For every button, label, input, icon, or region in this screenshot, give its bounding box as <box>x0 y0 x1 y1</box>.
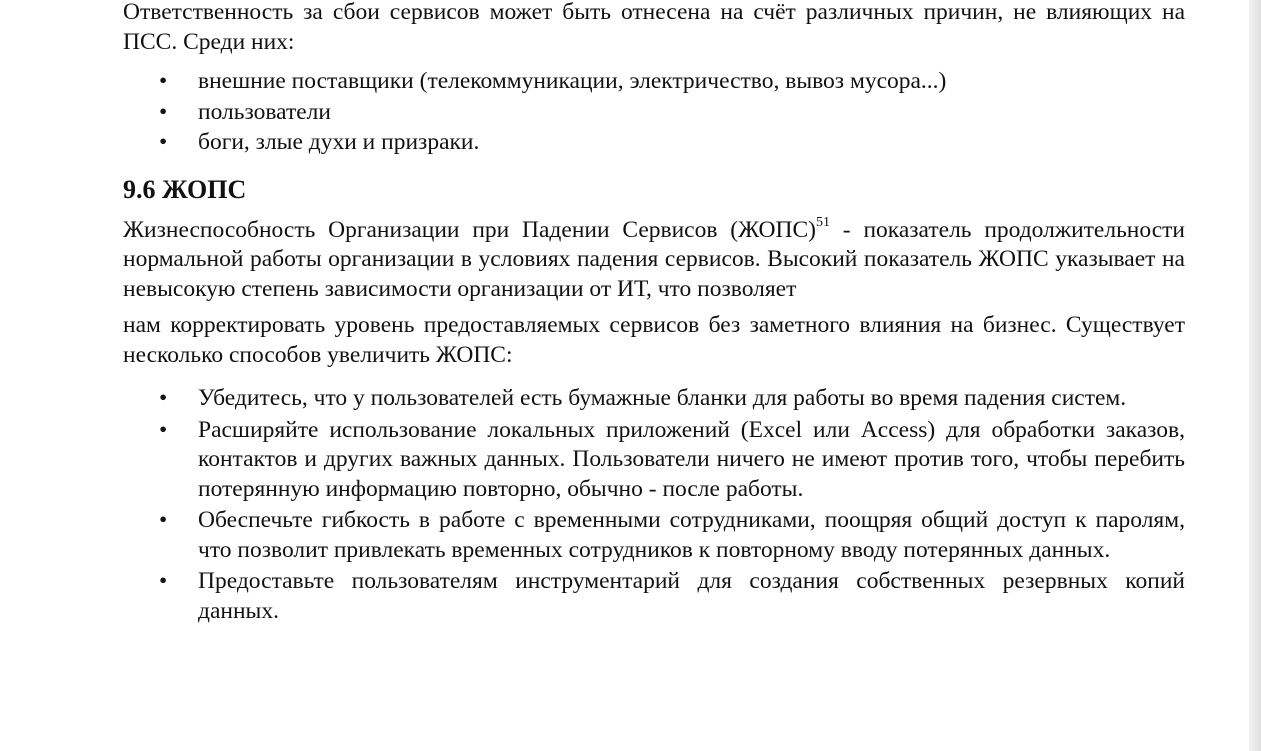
list-item-text: боги, злые духи и призраки. <box>198 129 480 155</box>
list-item-text: Убедитесь, что у пользователей есть бумажные бланки для работы во время падения систем. <box>198 385 1127 411</box>
list-item-text: Расширяйте использование локальных приложений (Excel или Access) для обработки заказов, контактов и других важных данных. Пользователи ничего не имеют против того, чтобы перебить потерянную информацию повторно, обычно - после работы. <box>198 416 1185 502</box>
bullet-icon: • <box>159 568 168 594</box>
footnote-reference[interactable]: 51 <box>816 214 830 230</box>
bullet-icon: • <box>159 98 168 125</box>
methods-bullet-list <box>123 384 1185 626</box>
continued-paragraph: нам корректировать уровень предоставляемых сервисов без заметного влияния на бизнес. Существует несколько способов увеличить ЖОПС: <box>123 312 1185 368</box>
list-item-text: внешние поставщики (телекоммуникации, электричество, вывоз мусора...) <box>198 68 947 94</box>
bullet-icon: • <box>159 385 168 411</box>
zhops-paragraph-end: - показатель продолжительности нормальной работы организации в условиях падения сервисов. Высокий показатель ЖОПС указывает на невысокую степень зависимости организации от ИТ, что позволяет <box>123 216 1185 302</box>
list-item <box>123 416 1185 505</box>
bullet-icon: • <box>159 416 168 443</box>
intro-bullet-list <box>123 67 1185 158</box>
list-item <box>123 384 1185 414</box>
bullet-icon: • <box>159 68 168 94</box>
bullet-icon: • <box>159 507 168 533</box>
list-item <box>123 98 1185 128</box>
list-item <box>123 506 1185 565</box>
list-item-text: пользователи <box>198 98 331 125</box>
bullet-icon: • <box>159 129 168 155</box>
page-edge-shadow <box>1249 0 1261 751</box>
section-heading: 9.6 ЖОПС <box>123 174 247 204</box>
zhops-paragraph-start: Жизнеспособность Организации при Падении Сервисов (ЖОПС) <box>123 216 816 243</box>
intro-paragraph: Ответственность за сбои сервисов может быть отнесена на счёт различных причин, не влияющих на ПСС. Среди них: <box>123 0 1185 55</box>
document-content <box>123 0 1185 628</box>
list-item-text: Обеспечьте гибкость в работе с временными сотрудниками, поощряя общий доступ к паролям, что позволит привлекать временных сотрудников к повторному вводу потерянных данных. <box>198 507 1185 563</box>
list-item-text: Предоставьте пользователям инструментарий для создания собственных резервных копий данных. <box>198 568 1185 624</box>
list-item <box>123 67 1185 97</box>
zhops-paragraph <box>123 216 1185 305</box>
list-item <box>123 567 1185 626</box>
list-item <box>123 128 1185 158</box>
